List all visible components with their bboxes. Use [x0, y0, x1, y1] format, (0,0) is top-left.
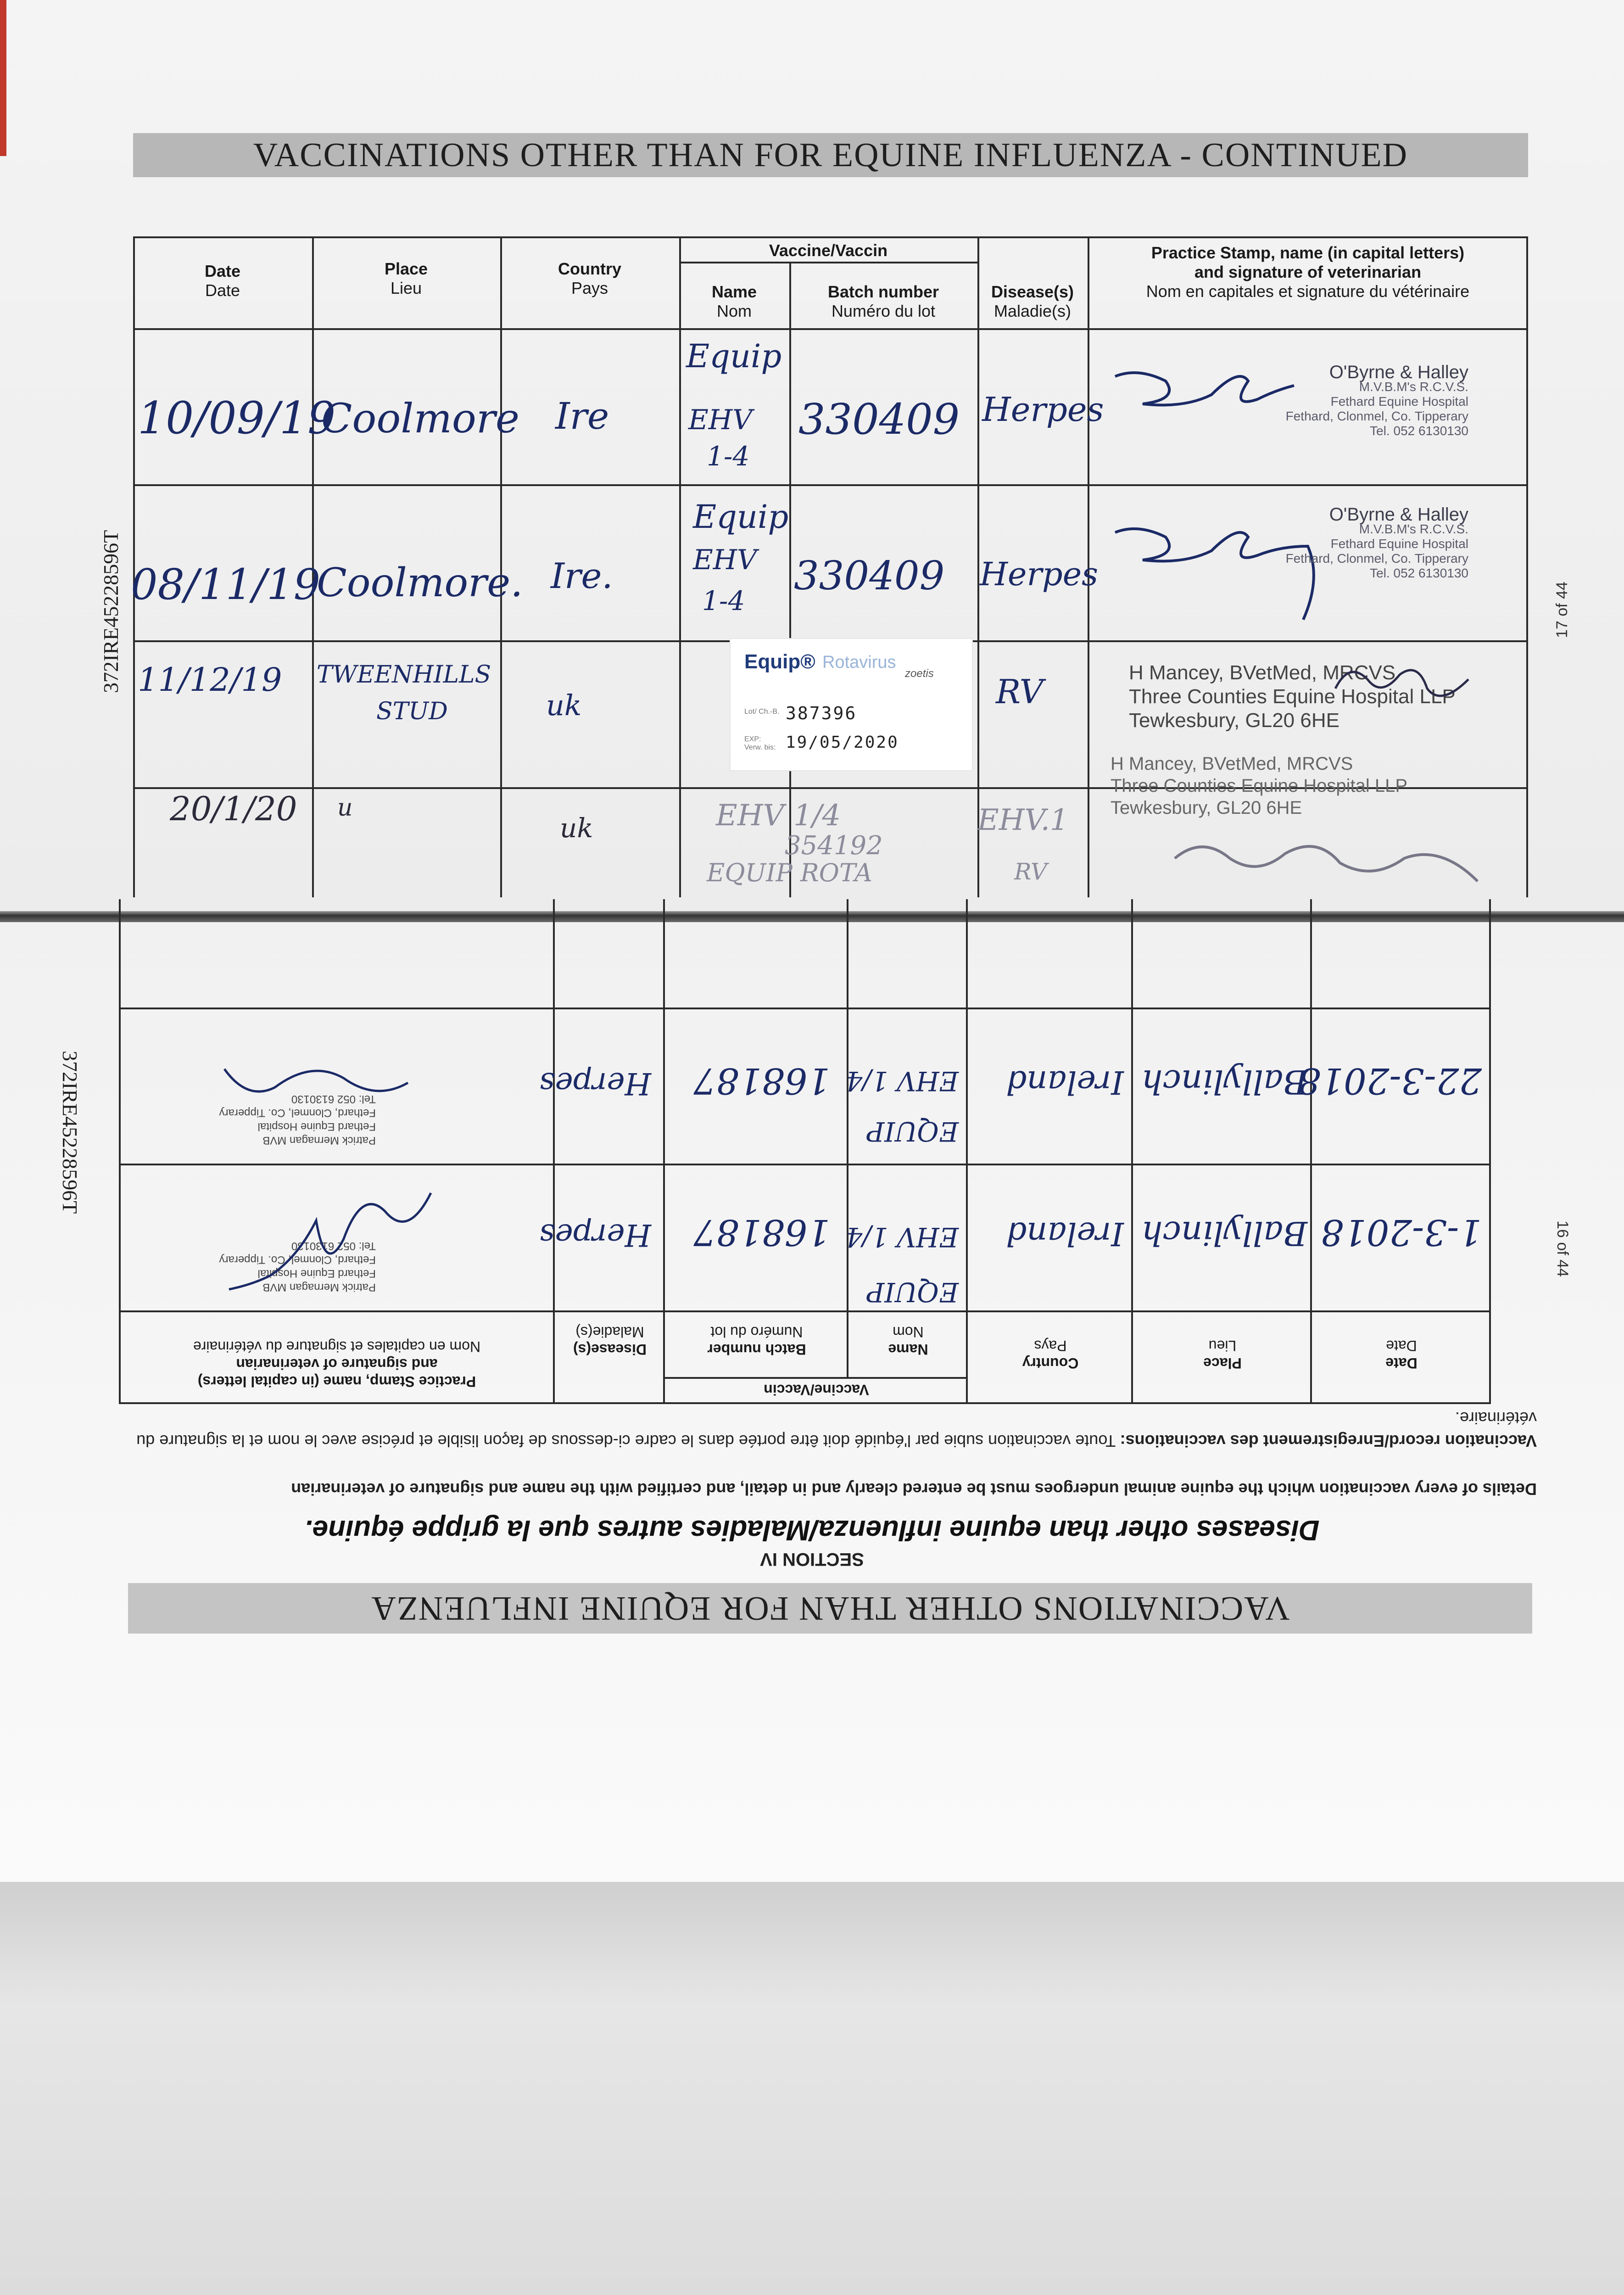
header-date: Date Date [1385, 1338, 1418, 1371]
row3-disease: RV [996, 672, 1044, 711]
row4-name-1: EHV 1/4 [716, 799, 841, 833]
row1-name-2: EHV [688, 404, 753, 436]
practice-stamp: Patrick Mernagan MVB Fethard Equine Hospital Fethard, Clonmel, Co. Tipperary Tel: 052 6130130 [219, 1240, 376, 1293]
instructions-fr: Vaccination record/Enregistrement des vaccinations: Toute vaccination subie par l'équidé doit être portée dans le cadre ci-dessous de façon lisible et précise avec le nom et la signature du vétérinaire. [136, 1409, 1537, 1450]
page-17-banner [133, 133, 1528, 177]
row1-date: 10/09/19 [138, 392, 336, 444]
section-label: SECTION IV [760, 1549, 864, 1569]
header-place: Place Lieu [1203, 1338, 1242, 1371]
vaccination-table-p16 [119, 899, 1491, 1404]
header-name: Name Nom [711, 282, 757, 320]
header-disease: Disease(s) Maladie(s) [573, 1324, 647, 1358]
row3-country: uk [546, 688, 582, 722]
practice-stamp: H Mancey, BVetMed, MRCVS Three Counties Equine Hospital LLP Tewkesbury, GL20 6HE [1111, 754, 1408, 818]
instructions-en: Details of every vaccination which the equine animal undergoes must be entered clearly and in detail, and certified with the name and signature of veterinarian [291, 1480, 1537, 1499]
header-vaccine-group: Vaccine/Vaccin [764, 1382, 869, 1398]
row2-name-1: Equip [693, 498, 789, 536]
vet-signature [1166, 826, 1487, 895]
row3-place-2: STUD [376, 698, 448, 725]
header-disease: Disease(s) Maladie(s) [991, 282, 1074, 320]
practice-stamp: Patrick Mernagan MVB Fethard Equine Hospital Fethard, Clonmel, Co. Tipperary Tel: 052 6130130 [219, 1093, 376, 1147]
row2-batch: 168187 [693, 1060, 830, 1101]
passport-number: 372IRE45228596T [58, 1051, 82, 1214]
row2-disease: Herpes [980, 555, 1099, 593]
row1-place: Coolmore [321, 395, 520, 442]
header-country: Country Pays [558, 259, 621, 297]
row1-name-1: Equip [686, 337, 782, 375]
section-title: Diseases other than equine influenza/Maladies autres que la grippe équine. [304, 1514, 1320, 1546]
row4-disease-2: RV [1014, 858, 1047, 885]
header-place: Place Lieu [384, 259, 428, 297]
row1-place: Ballylinch [1141, 1214, 1307, 1253]
header-stamp: Practice Stamp, name (in capital letters) and signature of veterinarian Nom en capitales et signature du vétérinaire [1146, 243, 1470, 301]
row2-country: Ire. [551, 555, 613, 596]
banner-title: VACCINATIONS OTHER THAN FOR EQUINE INFLUENZA - CONTINUED [253, 136, 1408, 174]
row4-batch: 354192 [785, 831, 883, 861]
row1-date: 1-3-2018 [1321, 1211, 1482, 1253]
header-stamp: Practice Stamp, name (in capital letters) and signature of veterinarian Nom en capitales et signature du vétérinaire [193, 1338, 481, 1390]
row4-name-3: EQUIP ROTA [707, 858, 873, 887]
row1-batch: 168187 [693, 1211, 830, 1253]
row2-country: Ireland [1006, 1064, 1124, 1101]
page-number: 17 of 44 [1553, 582, 1571, 638]
vet-signature [1331, 652, 1482, 721]
row2-name-2: EHV [693, 544, 757, 576]
row2-name-1: EQUIP [866, 1116, 959, 1147]
row1-disease: Herpes [539, 1217, 651, 1253]
row4-date: 20/1/20 [170, 789, 297, 828]
header-date: Date Date [204, 262, 241, 300]
row4-disease-1: EHV.1 [977, 803, 1069, 837]
header-country: Country Pays [1022, 1338, 1079, 1371]
row1-country: Ire [555, 395, 609, 437]
row2-name-2: EHV 1/4 [845, 1065, 959, 1097]
header-batch: Batch number Numéro du lot [827, 282, 939, 320]
passport-number: 372IRE45228596T [99, 530, 123, 693]
row4-place: u [337, 794, 353, 822]
row1-batch: 330409 [798, 395, 960, 444]
page-16-banner [128, 1583, 1532, 1634]
row2-disease: Herpes [539, 1066, 651, 1101]
row2-place: Coolmore. [317, 560, 523, 606]
row2-place: Ballylinch [1141, 1063, 1307, 1101]
header-vaccine-group: Vaccine/Vaccin [769, 241, 888, 260]
banner-title: VACCINATIONS OTHER THAN FOR EQUINE INFLUENZA [370, 1590, 1290, 1628]
practice-stamp: O'Byrne & Halley M.V.B.M's R.C.V.S. Fethard Equine Hospital Fethard, Clonmel, Co. Tipperary Tel. 052 6130130 [1285, 504, 1468, 580]
row2-name-3: 1-4 [702, 585, 745, 616]
row3-place-1: TWEENHILLS [317, 661, 491, 688]
row1-name-1: EQUIP [866, 1276, 959, 1308]
header-batch: Batch number Numéro du lot [707, 1324, 806, 1358]
row2-batch: 330409 [794, 553, 945, 599]
row1-name-2: EHV 1/4 [845, 1221, 959, 1253]
row2-date: 22-3-2018 [1298, 1060, 1482, 1101]
row1-name-3: 1-4 [707, 441, 750, 472]
row1-country: Ireland [1006, 1215, 1124, 1253]
row3-date: 11/12/19 [138, 661, 282, 699]
cover-edge [0, 0, 6, 156]
scanner-bed [0, 1882, 1624, 2295]
vet-signature [224, 1175, 435, 1294]
vet-signature [1111, 349, 1303, 441]
practice-stamp: H Mancey, BVetMed, MRCVS Three Counties Equine Hospital LLP Tewkesbury, GL20 6HE [1129, 661, 1456, 732]
page-number: 16 of 44 [1554, 1220, 1571, 1277]
vet-signature [220, 1055, 413, 1110]
row1-disease: Herpes [982, 390, 1104, 429]
practice-stamp: O'Byrne & Halley M.V.B.M's R.C.V.S. Fethard Equine Hospital Fethard, Clonmel, Co. Tipperary Tel. 052 6130130 [1285, 362, 1468, 438]
header-name: Name Nom [888, 1324, 928, 1358]
vaccine-sticker: Equip® Rotavirus zoetis Lot/ Ch.-B. 387396 EXP: Verw. bis: 19/05/2020 [730, 638, 973, 771]
row4-country: uk [560, 812, 593, 844]
row2-date: 08/11/19 [131, 560, 321, 609]
page-16-rotated [0, 922, 1624, 1881]
